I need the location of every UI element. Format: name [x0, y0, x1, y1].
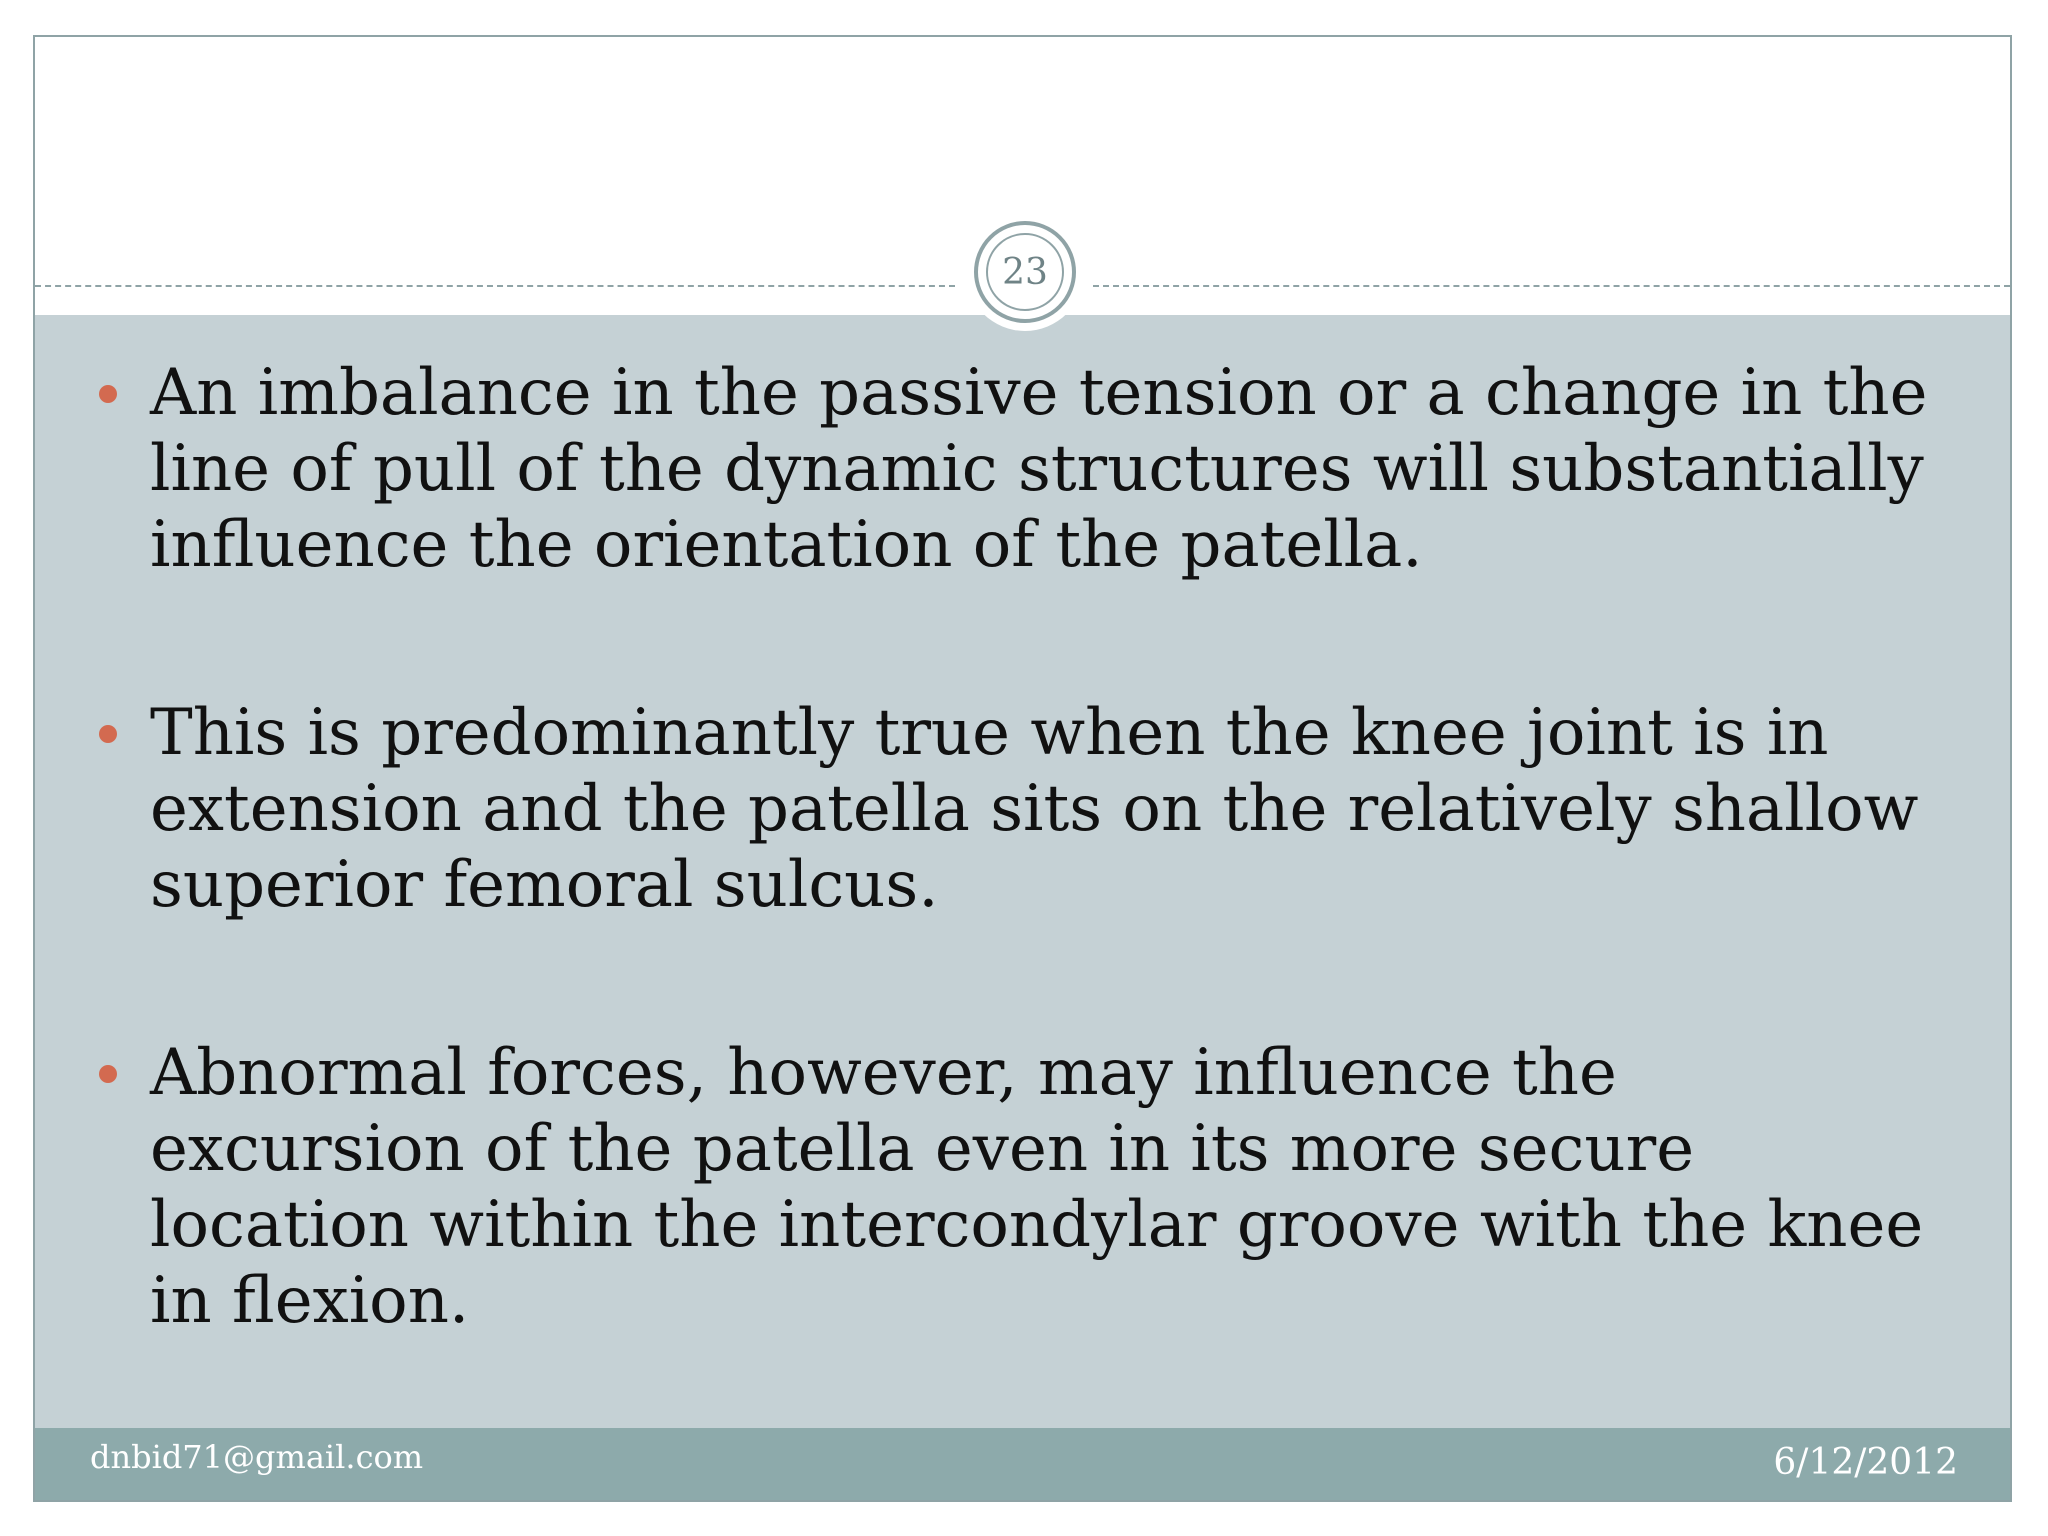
slide	[33, 35, 2012, 1502]
bullet-item	[35, 355, 2010, 583]
bullet-dot-icon	[99, 725, 117, 743]
footer-date: 6/12/2012	[1773, 1442, 1958, 1483]
footer-email: dnbid71@gmail.com	[90, 1438, 424, 1476]
slide-number: 23	[986, 233, 1064, 311]
bullet-item	[35, 695, 2010, 923]
bullet-list	[35, 355, 2010, 1451]
bullet-dot-icon	[99, 385, 117, 403]
bullet-text: This is predominantly true when the knee joint is in extension and the patella sits on the relatively shallow superior femoral sulcus.	[150, 696, 1919, 922]
bullet-dot-icon	[99, 1065, 117, 1083]
header-divider-right	[1093, 285, 2010, 287]
bullet-text: Abnormal forces, however, may influence the excursion of the patella even in its more secure location within the intercondylar groove with the knee in flexion.	[150, 1036, 1924, 1338]
header-divider-left	[35, 285, 955, 287]
bullet-item	[35, 1035, 2010, 1339]
bullet-text: An imbalance in the passive tension or a change in the line of pull of the dynamic structures will substantially influence the orientation of the patella.	[150, 356, 1928, 582]
slide-footer	[35, 1428, 2010, 1500]
